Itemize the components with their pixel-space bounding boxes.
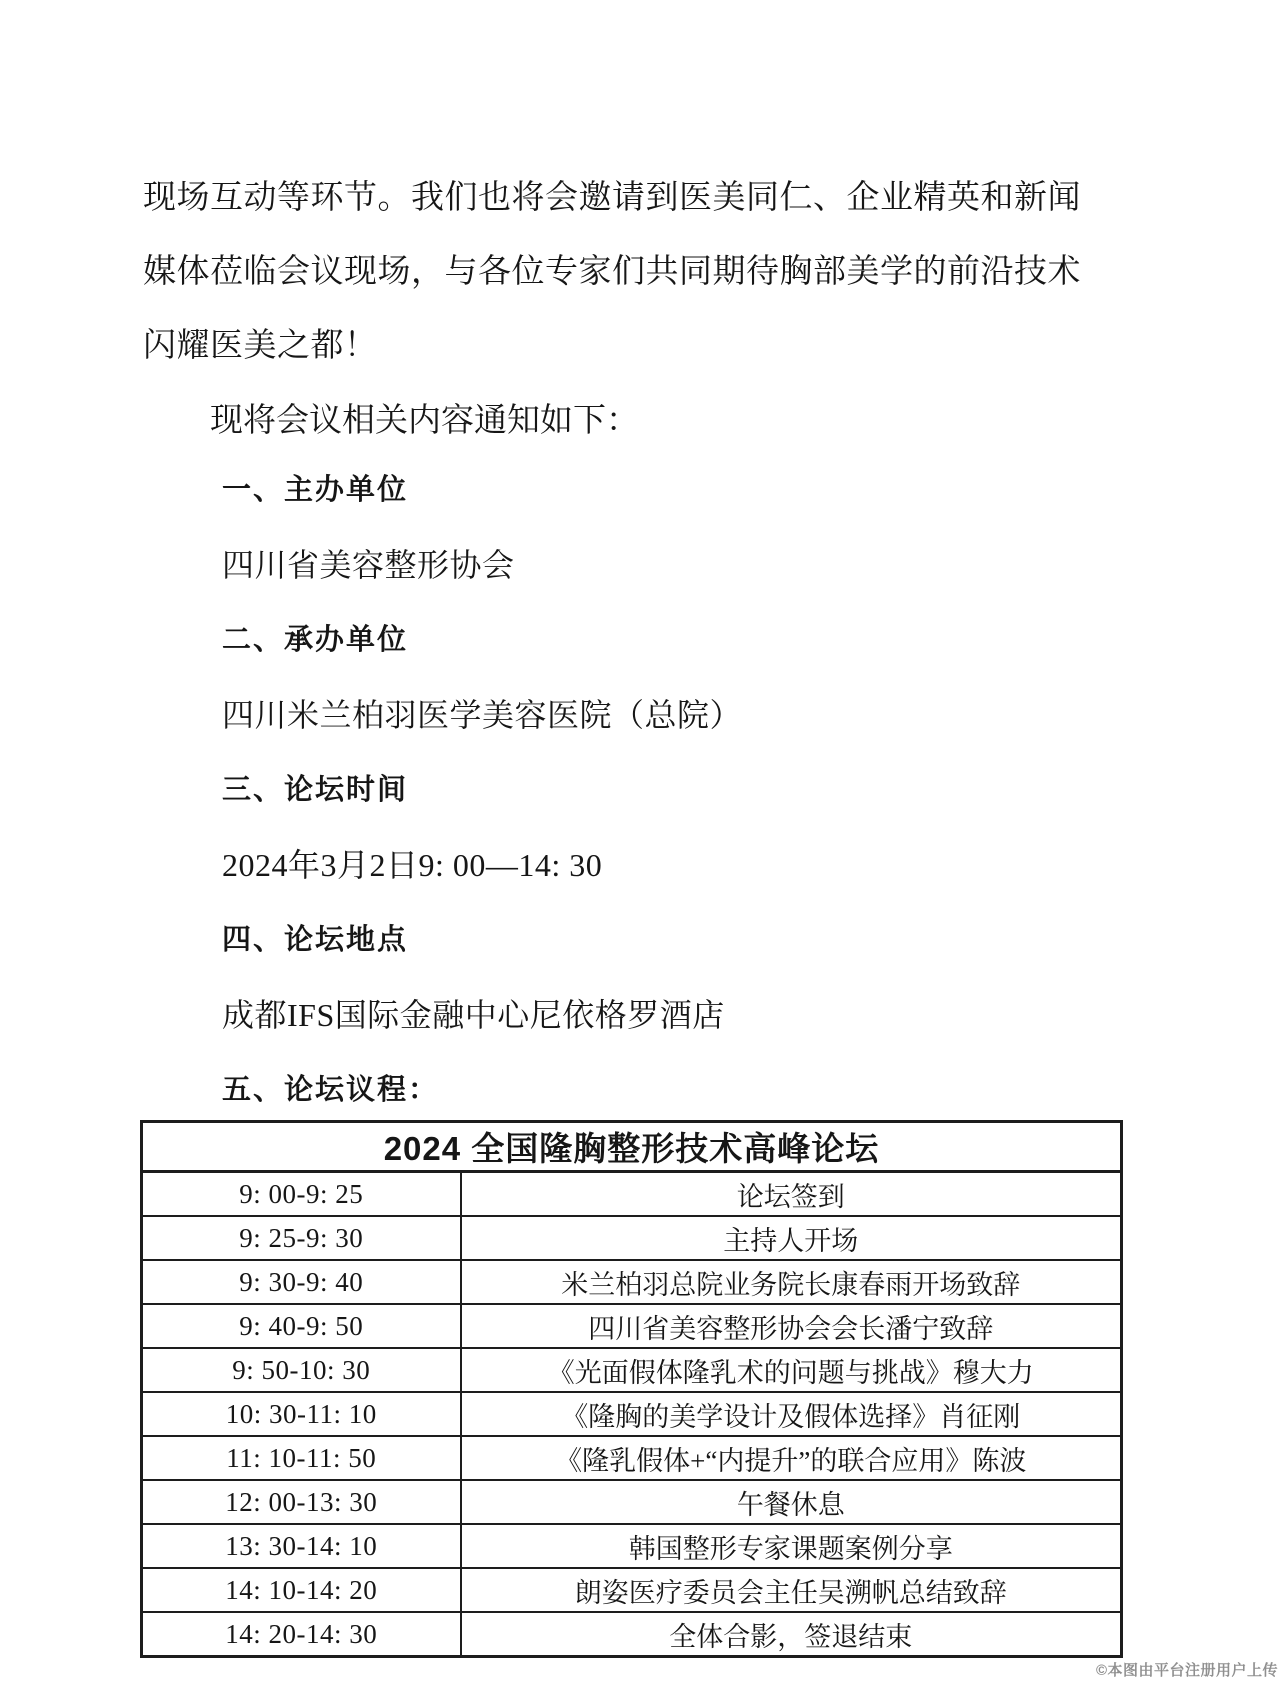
section-heading-venue: 四、论坛地点 [222, 924, 409, 956]
agenda-item: 论坛签到 [461, 1172, 1122, 1217]
agenda-time: 9: 40-9: 50 [142, 1304, 461, 1348]
agenda-time: 14: 20-14: 30 [142, 1612, 461, 1657]
agenda-time: 9: 50-10: 30 [142, 1348, 461, 1392]
section-body-organizer: 四川米兰柏羽医学美容医院（总院） [222, 697, 743, 733]
agenda-time: 14: 10-14: 20 [142, 1568, 461, 1612]
section-heading-time: 三、论坛时间 [222, 774, 409, 806]
agenda-item: 《隆乳假体+“内提升”的联合应用》陈波 [461, 1436, 1122, 1480]
section-heading-agenda: 五、论坛议程： [222, 1074, 440, 1106]
agenda-time: 9: 25-9: 30 [142, 1216, 461, 1260]
agenda-row [142, 1480, 1122, 1524]
agenda-item: 韩国整形专家课题案例分享 [461, 1524, 1122, 1568]
agenda-item: 全体合影，签退结束 [461, 1612, 1122, 1657]
agenda-row [142, 1524, 1122, 1568]
agenda-row [142, 1612, 1122, 1657]
agenda-item: 四川省美容整形协会会长潘宁致辞 [461, 1304, 1122, 1348]
intro-line: 媒体莅临会议现场，与各位专家们共同期待胸部美学的前沿技术 [143, 254, 1081, 290]
agenda-row [142, 1172, 1122, 1217]
section-heading-host: 一、主办单位 [222, 474, 409, 506]
agenda-time: 13: 30-14: 10 [142, 1524, 461, 1568]
agenda-row [142, 1216, 1122, 1260]
section-body-host: 四川省美容整形协会 [222, 547, 515, 583]
agenda-table [140, 1120, 1123, 1658]
agenda-time: 9: 30-9: 40 [142, 1260, 461, 1304]
agenda-item: 《隆胸的美学设计及假体选择》肖征刚 [461, 1392, 1122, 1436]
notice-line: 现将会议相关内容通知如下： [210, 403, 639, 439]
agenda-row [142, 1568, 1122, 1612]
agenda-item: 米兰柏羽总院业务院长康春雨开场致辞 [461, 1260, 1122, 1304]
agenda-row [142, 1304, 1122, 1348]
sections [222, 453, 742, 1128]
agenda-row [142, 1392, 1122, 1436]
agenda-item: 主持人开场 [461, 1216, 1122, 1260]
agenda-row [142, 1348, 1122, 1392]
agenda-row [142, 1436, 1122, 1480]
section-body-time: 2024年3月2日9: 00—14: 30 [222, 847, 603, 883]
agenda-row [142, 1260, 1122, 1304]
agenda-title: 2024 全国隆胸整形技术高峰论坛 [142, 1122, 1122, 1172]
section-body-venue: 成都IFS国际金融中心尼依格罗酒店 [222, 997, 725, 1033]
agenda-time: 12: 00-13: 30 [142, 1480, 461, 1524]
intro-paragraph [143, 161, 1143, 383]
section-heading-organizer: 二、承办单位 [222, 624, 409, 656]
agenda-item: 朗姿医疗委员会主任吴溯帆总结致辞 [461, 1568, 1122, 1612]
intro-line: 闪耀医美之都！ [143, 328, 378, 364]
agenda-title-row [142, 1122, 1122, 1172]
intro-line: 现场互动等环节。我们也将会邀请到医美同仁、企业精英和新闻 [143, 180, 1081, 216]
agenda-item: 《光面假体隆乳术的问题与挑战》穆大力 [461, 1348, 1122, 1392]
agenda-time: 10: 30-11: 10 [142, 1392, 461, 1436]
agenda-time: 9: 00-9: 25 [142, 1172, 461, 1217]
agenda-time: 11: 10-11: 50 [142, 1436, 461, 1480]
agenda-item: 午餐休息 [461, 1480, 1122, 1524]
platform-watermark: ©本图由平台注册用户上传 [1095, 1662, 1278, 1679]
